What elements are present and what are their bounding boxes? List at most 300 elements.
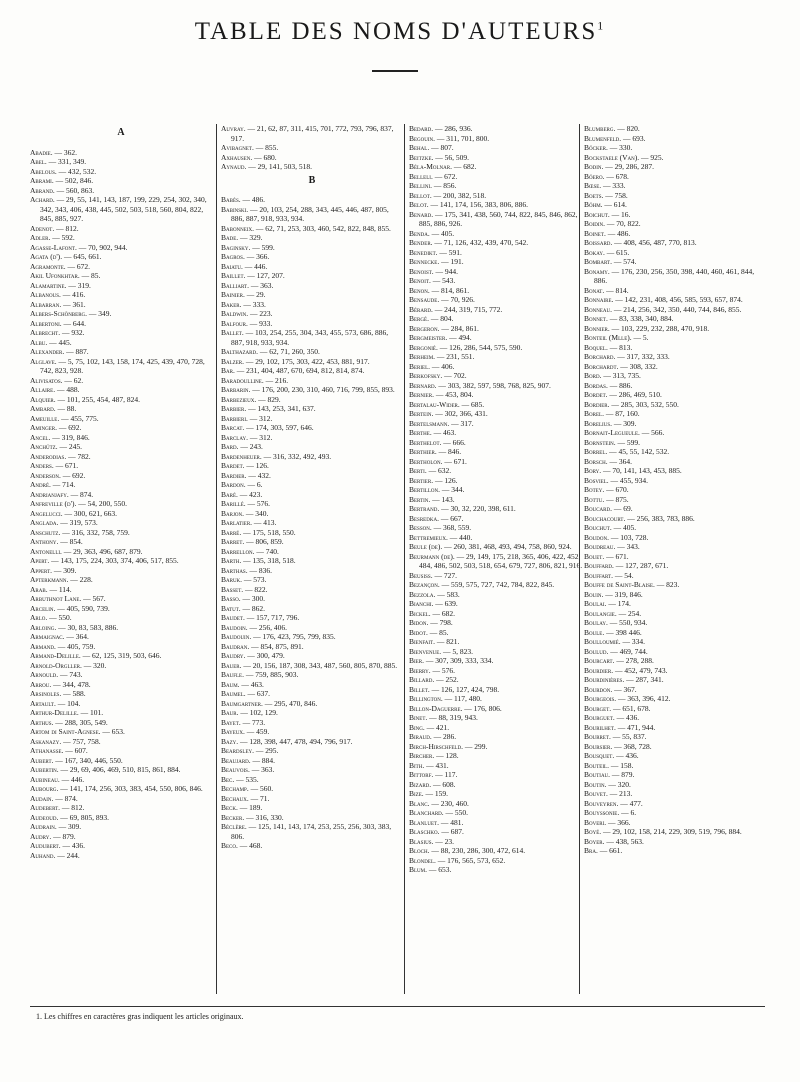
author-name: Axhausen <box>221 152 251 162</box>
index-entry <box>30 727 212 737</box>
page-references: . — 653. <box>425 865 452 874</box>
page-references: . — 29, 286, 287. <box>601 162 654 171</box>
author-name: Babonneix <box>221 223 253 233</box>
index-entry <box>221 162 403 172</box>
author-name: Bord <box>584 371 600 380</box>
index-entry <box>221 718 403 728</box>
index-entry <box>30 262 212 272</box>
author-name: Binet <box>409 713 426 722</box>
author-name: Adler <box>30 233 49 242</box>
index-entry <box>409 770 591 780</box>
page-references: . — 468. <box>236 841 263 850</box>
page-references: . — 300, 621, 663. <box>60 508 117 518</box>
index-entry <box>584 618 766 628</box>
index-entry <box>584 542 766 552</box>
page-references: . — 62, 71, 260, 350. <box>256 347 320 356</box>
author-name: Bory <box>584 466 600 475</box>
author-name: Birch-Hirschfeld <box>409 741 462 751</box>
index-entry <box>221 585 403 595</box>
index-entry <box>584 647 766 657</box>
page-references: . — 431. <box>422 760 449 770</box>
author-name: Anchütz <box>30 442 56 451</box>
author-name: Boquel <box>584 342 606 352</box>
author-name: Bornstein <box>584 437 614 447</box>
author-name: Bœse <box>584 181 600 190</box>
page-references: . — 368, 559. <box>429 523 472 532</box>
author-name: Bardet <box>221 461 243 470</box>
index-entry <box>584 181 766 191</box>
index-entry <box>221 490 403 500</box>
page-references: . — 254. <box>614 608 642 618</box>
index-entry <box>409 276 591 286</box>
page-references: . — 361. <box>59 299 86 309</box>
index-entry <box>30 613 212 623</box>
index-entry <box>221 124 403 143</box>
author-name: Beule (de) <box>409 542 441 551</box>
page-references: . — 672. <box>430 171 458 181</box>
index-entry <box>30 708 212 718</box>
author-name: Blumenfeld <box>584 133 620 143</box>
author-name: Berti <box>409 466 425 475</box>
author-name: Bouet <box>584 551 603 561</box>
index-entry <box>30 699 212 709</box>
author-name: Benoit <box>409 276 429 285</box>
index-entry <box>409 181 591 191</box>
index-entry <box>584 438 766 448</box>
author-name: Bidot <box>409 627 426 637</box>
author-name: Askanazy <box>30 736 60 746</box>
author-name: Aynaud <box>221 162 245 171</box>
page-references: . — 576. <box>428 665 455 675</box>
author-name: Arsinoles <box>30 689 60 698</box>
page-references: . — 286, 469, 510. <box>605 390 662 399</box>
index-entry <box>409 428 591 438</box>
author-name: Bertelsmann <box>409 418 448 428</box>
author-name: Bedard <box>409 124 432 133</box>
author-name: Bordier <box>584 399 608 409</box>
index-entry <box>409 685 591 695</box>
author-name: Bennecke <box>409 257 438 266</box>
index-entry <box>409 761 591 771</box>
author-name: Baradoulline <box>221 375 262 385</box>
author-name: Bertalau-Wider <box>409 399 458 409</box>
author-name: Armand-Delille <box>30 651 79 660</box>
index-entry <box>409 172 591 182</box>
index-entry <box>584 143 766 153</box>
author-name: Babès <box>221 195 239 204</box>
index-entry <box>221 822 403 841</box>
page-references: . — 798. <box>426 618 453 627</box>
index-entry <box>30 556 212 566</box>
author-name: Basso <box>221 594 239 603</box>
page-references: . — 804. <box>427 314 454 323</box>
author-name: Bourret <box>584 732 610 741</box>
author-name: Barlatier <box>221 518 251 527</box>
page-references: . — 101, 255, 454, 487, 824. <box>53 394 140 404</box>
index-entry <box>584 656 766 666</box>
page-references: . — 142, 231, 408, 456, 585, 593, 657, 874. <box>611 295 743 304</box>
author-name: Bonat <box>584 285 603 295</box>
index-entry <box>30 841 212 851</box>
page-references: . — 313, 735. <box>599 371 641 380</box>
index-entry <box>584 476 766 486</box>
author-name: Borrel <box>584 447 606 456</box>
author-name: Anfreville (d') <box>30 499 75 508</box>
author-name: Bertein <box>409 409 432 418</box>
index-entry <box>30 433 212 443</box>
author-name: Albu <box>30 337 46 347</box>
index-entry <box>221 347 403 357</box>
author-name: Böero <box>584 171 603 181</box>
page-references: . — 550. <box>45 613 72 622</box>
author-name: Boveri <box>584 817 605 827</box>
index-entry <box>30 632 212 642</box>
index-entry <box>221 205 403 224</box>
page-references: . — 300, 479. <box>243 651 285 660</box>
page-references: . — 486. <box>238 195 266 204</box>
index-entry <box>584 286 766 296</box>
index-entry <box>584 229 766 239</box>
author-name: Alivisatos <box>30 375 61 385</box>
author-name: Bergé <box>409 314 428 323</box>
author-name: Bard <box>221 442 237 451</box>
page-references: . — 364. <box>605 456 632 466</box>
index-entry <box>584 172 766 182</box>
index-entry <box>30 376 212 386</box>
page-references: . — 436. <box>612 751 639 760</box>
index-entry <box>409 238 591 248</box>
author-name: Boidin <box>584 219 604 228</box>
page-references: . — 317, 332, 333. <box>613 352 670 361</box>
index-entry <box>30 670 212 680</box>
author-name: Bourdon <box>584 684 611 694</box>
index-entry <box>221 366 403 376</box>
index-entry <box>30 281 212 291</box>
index-entry <box>221 452 403 462</box>
page-references: . — 213. <box>605 789 633 798</box>
index-entry <box>30 252 212 262</box>
index-entry <box>30 309 212 319</box>
page-references: . — 576. <box>243 499 271 508</box>
page-references: . — 644. <box>59 318 86 328</box>
index-entry <box>584 571 766 581</box>
page-references: . — 543. <box>429 276 456 285</box>
index-entry <box>221 300 403 310</box>
index-entry <box>30 347 212 357</box>
author-name: Billet <box>409 684 428 694</box>
index-entry <box>409 305 591 315</box>
index-entry <box>409 723 591 733</box>
page-references: . — 174. <box>604 599 631 608</box>
page-references: . — 128, 398, 447, 478, 494, 796, 917. <box>236 736 353 746</box>
index-entry <box>221 556 403 566</box>
page-references: . — 200, 382, 518. <box>429 190 487 200</box>
author-name: Baudet <box>221 613 243 622</box>
author-name: Bouchacourt <box>584 513 624 523</box>
index-column-3 <box>409 124 591 875</box>
page-references: . — 560. <box>246 784 274 793</box>
index-entry <box>409 267 591 277</box>
author-name: Andrianjafy <box>30 489 67 499</box>
index-entry <box>221 661 403 671</box>
author-name: Barrellon <box>221 546 253 556</box>
author-name: Bernier <box>409 390 433 399</box>
index-entry <box>221 613 403 623</box>
index-entry <box>584 200 766 210</box>
page-references: . — 256, 383, 783, 886. <box>623 513 695 523</box>
index-entry <box>30 746 212 756</box>
index-entry <box>409 618 591 628</box>
index-entry <box>221 775 403 785</box>
page-references: . — 607. <box>61 746 88 755</box>
index-entry <box>584 761 766 771</box>
author-name: Berthelot <box>409 437 440 447</box>
index-entry <box>221 281 403 291</box>
author-name: Bing <box>409 722 423 732</box>
index-entry <box>221 271 403 281</box>
author-name: Beriel <box>409 361 429 371</box>
author-name: Bianchi <box>409 599 432 608</box>
index-entry <box>584 295 766 305</box>
author-name: Beusiss <box>409 570 431 580</box>
page-references: . — 316, 332, 492, 493. <box>259 451 332 461</box>
index-entry <box>409 865 591 875</box>
index-entry <box>409 666 591 676</box>
page-references: . — 874. <box>66 489 94 499</box>
author-name: Bar <box>221 366 233 375</box>
index-entry <box>409 628 591 638</box>
author-name: Bayeux <box>221 727 244 736</box>
index-entry <box>584 666 766 676</box>
page-references: . — 670. <box>602 485 629 494</box>
author-name: Bechaux <box>221 793 247 803</box>
page-references: . — 295. <box>252 746 279 755</box>
author-name: Bertin <box>409 494 429 504</box>
index-entry <box>584 704 766 714</box>
page-references: . — 127, 287, 671. <box>611 561 669 570</box>
page-references: . — 821. <box>433 637 460 646</box>
index-entry <box>221 414 403 424</box>
author-name: Bosviel <box>584 475 607 485</box>
page-references: . — 216. <box>261 375 289 385</box>
author-name: Baillet <box>221 271 244 280</box>
page-references: . — 340. <box>242 508 269 518</box>
page-references: . — 70, 926. <box>437 295 475 304</box>
author-name: Bouyssonie <box>584 808 618 817</box>
author-name: Botey <box>584 485 603 494</box>
index-entry <box>409 143 591 153</box>
index-entry <box>221 623 403 633</box>
index-entry <box>409 552 591 571</box>
index-entry <box>409 827 591 837</box>
index-entry <box>221 480 403 490</box>
index-entry <box>409 504 591 514</box>
footnote: 1. Les chiffres en caractères gras indiquent les articles originaux. <box>36 1012 244 1021</box>
page-references: . — 231, 404, 487, 670, 694, 812, 814, 874. <box>232 366 365 375</box>
page-references: . — 836. <box>245 565 272 575</box>
page-references: . — 176, 423, 795, 799, 835. <box>249 632 336 641</box>
page-references: . — 452, 479, 743. <box>611 665 668 675</box>
page-references: . — 141, 174, 156, 383, 806, 886. <box>426 200 529 209</box>
page-references: . — 459. <box>243 727 270 736</box>
author-name: Billon-Daguerre <box>409 703 461 713</box>
author-name: Billard <box>409 675 433 684</box>
author-name: Bourgeois <box>584 694 615 703</box>
author-name: Boulay <box>584 618 607 627</box>
page-references: . — 303, 382, 597, 598, 768, 825, 907. <box>434 380 551 390</box>
index-entry <box>409 514 591 524</box>
author-name: Barbarin <box>221 385 249 394</box>
index-entry <box>221 537 403 547</box>
index-entry <box>409 637 591 647</box>
page-references: . — 432. <box>244 470 271 480</box>
index-entry <box>221 290 403 300</box>
page-references: . — 309. <box>610 418 637 428</box>
author-name: Arbuthnot Lane <box>30 594 80 603</box>
page-references: . — 813. <box>605 342 633 352</box>
index-entry <box>409 447 591 457</box>
author-name: Appert <box>30 565 51 575</box>
index-entry <box>30 851 212 861</box>
page-references: . — 62, 71, 253, 303, 460, 542, 822, 848, 855. <box>252 223 391 233</box>
index-entry <box>221 813 403 823</box>
index-entry <box>221 756 403 766</box>
index-entry <box>221 604 403 614</box>
author-name: Bezançon <box>409 580 438 589</box>
index-entry <box>30 461 212 471</box>
page-references: . — 295, 470, 846. <box>260 698 318 708</box>
page-references: . — 823. <box>653 580 680 589</box>
index-entry <box>221 737 403 747</box>
author-name: Balthazard <box>221 347 257 356</box>
index-entry <box>221 499 403 509</box>
author-name: Belot <box>409 200 427 209</box>
page-references: . — 405. <box>609 523 637 532</box>
index-entry <box>409 656 591 666</box>
author-name: Bender <box>409 238 431 247</box>
page-references: . — 102, 129. <box>236 708 278 717</box>
index-entry <box>30 756 212 766</box>
index-entry <box>584 314 766 324</box>
author-name: Arlo <box>30 613 46 622</box>
author-name: Baumgartner <box>221 698 261 708</box>
page-references: . — 550, 934. <box>606 618 648 627</box>
title-footnote-marker: 1 <box>597 18 606 33</box>
index-entry <box>584 732 766 742</box>
page-references: . — 782. <box>64 451 91 461</box>
author-name: Bienfait <box>409 637 434 646</box>
index-entry <box>584 466 766 476</box>
index-entry <box>409 856 591 866</box>
page-references: . — 550. <box>441 808 469 817</box>
author-name: Bonnet <box>584 314 606 323</box>
page-references: . — 334. <box>618 637 645 646</box>
index-entry <box>221 442 403 452</box>
author-name: Bertier <box>409 475 432 485</box>
page-references: . — 128. <box>432 751 459 760</box>
author-name: Arcelin <box>30 603 54 613</box>
page-references: . — 30, 83, 583, 886. <box>54 622 119 632</box>
index-entry <box>30 575 212 585</box>
index-entry <box>409 523 591 533</box>
index-entry <box>409 476 591 486</box>
author-name: Abelous <box>30 166 55 176</box>
author-name: Bergeron <box>409 323 438 333</box>
author-name: Bouvet <box>584 789 606 798</box>
author-name: Berkofsky <box>409 371 441 380</box>
author-name: Bier <box>409 656 423 665</box>
page-references: . — 286. <box>429 732 457 741</box>
author-name: Agata (d') <box>30 252 61 261</box>
index-entry <box>30 167 212 177</box>
page-references: . — 103, 254, 255, 304, 343, 455, 573, 686, 886, 887, 918, 933, 934. <box>231 328 389 347</box>
author-name: Bertillon <box>409 485 439 494</box>
page-references: . — 260, 381, 468, 493, 494, 758, 860, 924. <box>440 542 572 551</box>
index-entry <box>409 694 591 704</box>
index-entry <box>221 385 403 395</box>
index-entry <box>409 580 591 590</box>
page-references: . — 55, 837. <box>609 732 647 741</box>
author-name: Alquier <box>30 394 54 404</box>
index-entry <box>409 799 591 809</box>
author-name: Belleli <box>409 171 431 181</box>
index-entry <box>409 352 591 362</box>
index-entry <box>584 428 766 438</box>
author-name: Balfour <box>221 318 247 328</box>
author-name: Baudouin <box>221 632 250 641</box>
index-entry <box>30 585 212 595</box>
index-entry <box>30 404 212 414</box>
author-name: Agasse-Lafont <box>30 242 75 252</box>
index-entry <box>409 675 591 685</box>
page-references: . — 667. <box>437 513 464 523</box>
page-references: . — 231, 551. <box>433 352 475 361</box>
index-entry <box>409 742 591 752</box>
author-name: Ballet <box>221 328 242 337</box>
page-references: . — 692. <box>59 470 86 480</box>
author-name: Alamartine <box>30 280 65 290</box>
author-name: Babinski <box>221 204 247 214</box>
index-entry <box>584 134 766 144</box>
page-references: . — 126, 286, 544, 575, 590. <box>435 342 523 352</box>
author-name: Anglada <box>30 518 57 527</box>
author-name: Ameuille <box>30 413 58 423</box>
page-references: . — 85. <box>77 271 101 280</box>
index-entry <box>30 490 212 500</box>
page-references: . — 682. <box>450 162 477 171</box>
index-entry <box>584 818 766 828</box>
index-entry <box>584 324 766 334</box>
author-name: Bergonié <box>409 342 436 352</box>
page-references: . — 477. <box>616 798 643 808</box>
author-name: Bourdinières <box>584 675 623 684</box>
page-references: . — 88, 319, 943. <box>425 713 478 722</box>
index-entry <box>584 789 766 799</box>
author-name: Becker <box>221 812 243 822</box>
page-references: . — 566. <box>638 428 665 437</box>
page-references: . — 366. <box>242 252 270 261</box>
author-name: Bourget <box>584 703 610 713</box>
author-name: Berthier <box>409 447 435 456</box>
index-entry <box>584 371 766 381</box>
author-name: Audubert <box>30 841 59 850</box>
author-name: Allaire <box>30 385 54 394</box>
page-references: . — 368, 728. <box>610 741 652 751</box>
page-references: . — 330. <box>605 143 633 152</box>
page-references: . — 191. <box>437 257 464 266</box>
page-references: . — 820. <box>613 124 640 133</box>
author-name: Benoist <box>409 266 432 276</box>
